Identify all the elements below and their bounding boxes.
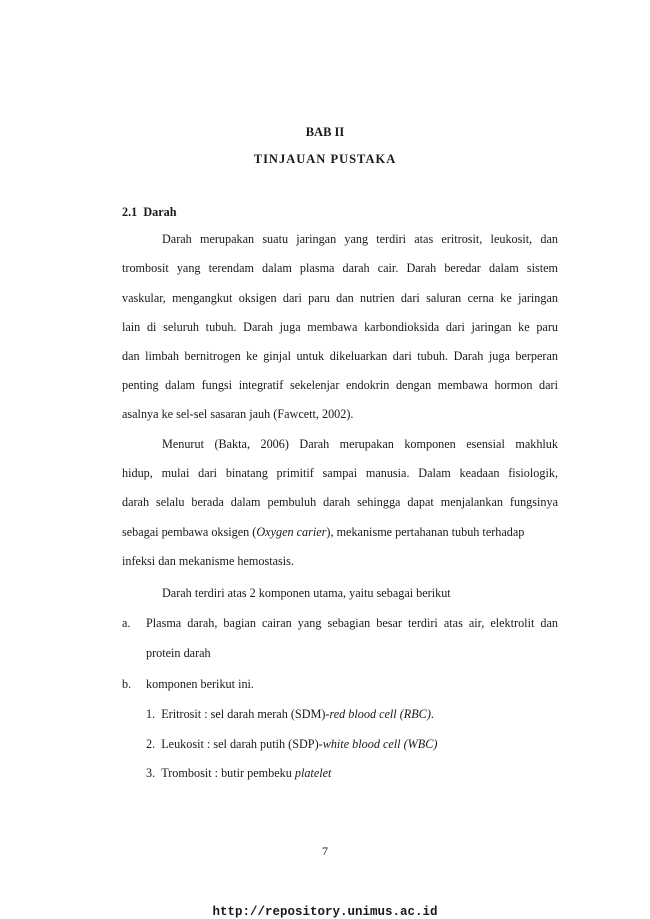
paragraph-line: Darah merupakan suatu jaringan yang terdiri atas eritrosit, leukosit, dan bbox=[162, 232, 558, 246]
footer-url[interactable]: http://repository.unimus.ac.id bbox=[212, 905, 438, 919]
paragraph-line: darah selalu berada dalam pembuluh darah sehingga dapat menjalankan fungsinya bbox=[122, 495, 558, 509]
list-marker: b. bbox=[122, 677, 132, 691]
paragraph-line: dan limbah bernitrogen ke ginjal untuk dikeluarkan dari tubuh. Darah juga berperan bbox=[122, 349, 558, 363]
italic-term: red blood cell (RBC) bbox=[329, 707, 431, 721]
section-number: 2.1 bbox=[122, 205, 138, 219]
paragraph-line: asalnya ke sel-sel sasaran jauh (Fawcett, 2002). bbox=[122, 407, 354, 421]
list-item-line: komponen berikut ini. bbox=[146, 677, 254, 691]
paragraph-line: trombosit yang terendam dalam plasma darah cair. Darah beredar dalam sistem bbox=[122, 261, 558, 275]
paragraph-line: vaskular, mengangkut oksigen dari paru dan nutrien dari saluran cerna ke jaringan bbox=[122, 291, 558, 305]
paragraph-line: hidup, mulai dari binatang primitif sampai manusia. Dalam keadaan fisiologik, bbox=[122, 466, 558, 480]
paragraph-line: Menurut (Bakta, 2006) Darah merupakan komponen esensial makhluk bbox=[162, 437, 558, 451]
italic-term: platelet bbox=[294, 766, 332, 780]
sub-list-item: 1. Eritrosit : sel darah merah (SDM)-red blood cell (RBC). bbox=[146, 707, 434, 721]
italic-term: Oxygen carier bbox=[256, 525, 327, 539]
section-title: Darah bbox=[143, 205, 177, 219]
paragraph-line: Darah terdiri atas 2 komponen utama, yaitu sebagai berikut bbox=[162, 586, 451, 600]
list-marker: a. bbox=[122, 616, 131, 630]
chapter-label: BAB II bbox=[305, 125, 345, 139]
page-number: 7 bbox=[322, 844, 328, 858]
sub-list-item: 2. Leukosit : sel darah putih (SDP)-white blood cell (WBC) bbox=[146, 737, 438, 751]
chapter-title: TINJAUAN PUSTAKA bbox=[253, 152, 397, 166]
paragraph-line: lain di seluruh tubuh. Darah juga membawa karbondioksida dari jaringan ke paru bbox=[122, 320, 558, 334]
section-heading bbox=[122, 205, 558, 220]
paragraph-line: infeksi dan mekanisme hemostasis. bbox=[122, 554, 294, 568]
list-item-line: Plasma darah, bagian cairan yang sebagian besar terdiri atas air, elektrolit dan bbox=[146, 616, 558, 630]
sub-list-item: 3. Trombosit : butir pembeku platelet bbox=[146, 766, 332, 780]
paragraph-line: sebagai pembawa oksigen (Oxygen carier), mekanisme pertahanan tubuh terhadap bbox=[122, 525, 525, 539]
paragraph-line: penting dalam fungsi integratif sekelenjar endokrin dengan membawa hormon dari bbox=[122, 378, 558, 392]
list-item-line: protein darah bbox=[146, 646, 211, 660]
italic-term: white blood cell (WBC) bbox=[322, 737, 438, 751]
